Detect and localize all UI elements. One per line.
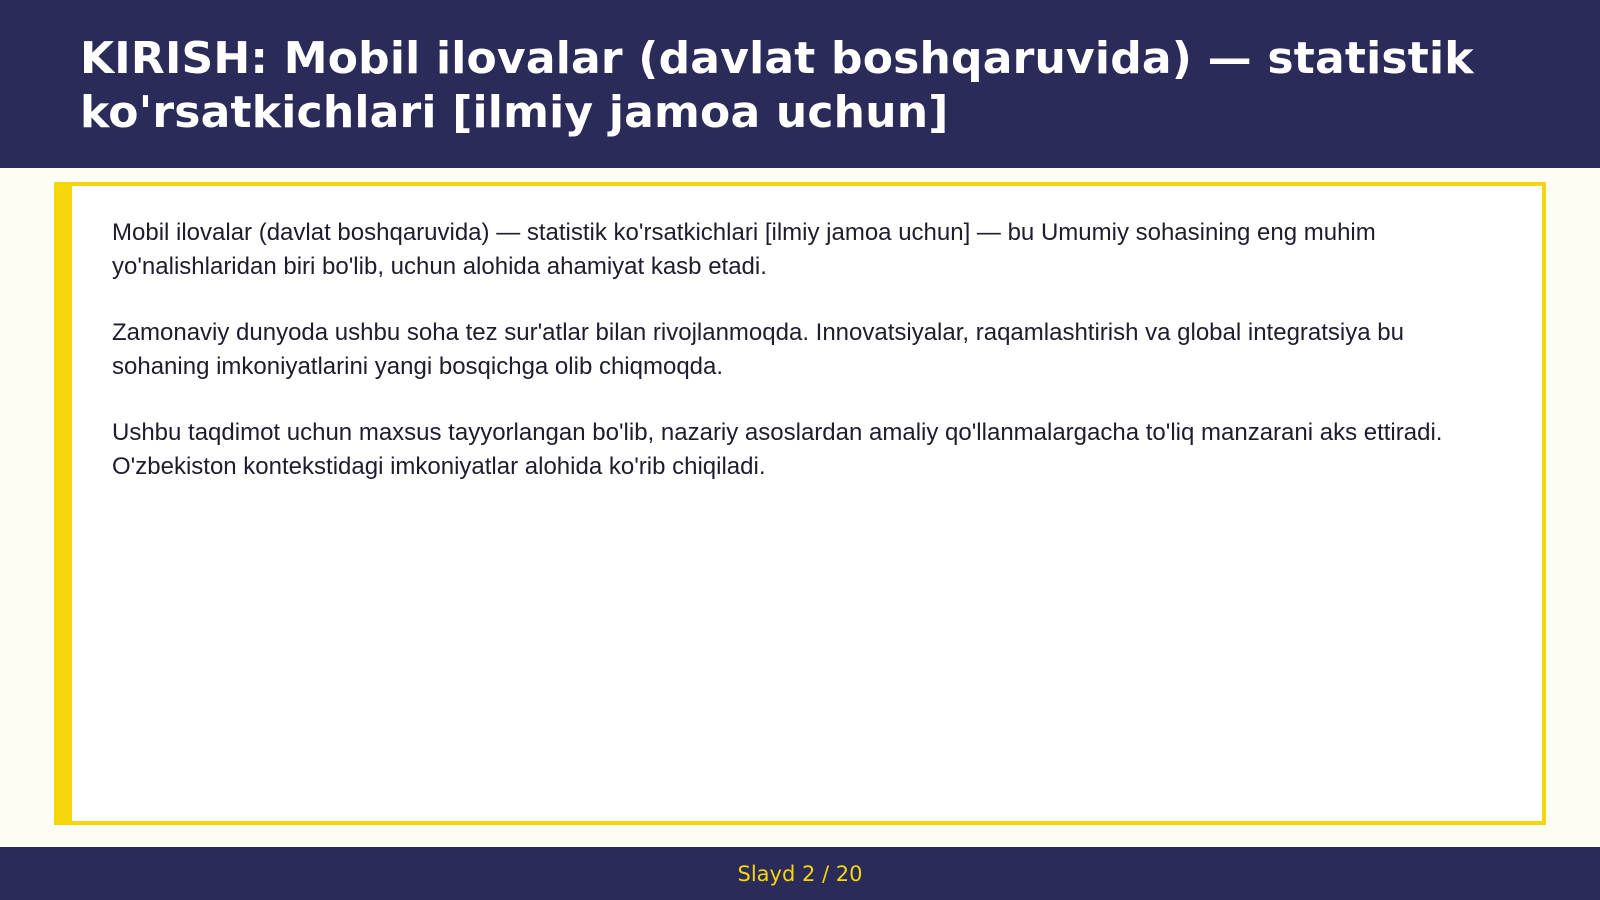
- slide-header: [0, 0, 1600, 168]
- content-card: [54, 182, 1546, 825]
- intro-paragraph: Mobil ilovalar (davlat boshqaruvida) — statistik ko'rsatkichlari [ilmiy jamoa uchun] — bu Umumiy sohasining eng muhim yo'nalishlaridan biri bo'lib, uchun alohida ahamiyat kasb etadi.: [112, 219, 1376, 280]
- slide-counter: Slayd 2 / 20: [737, 861, 863, 886]
- slide-title: KIRISH: Mobil ilovalar (davlat boshqaruvida) — statistik ko'rsatkichlari [ilmiy jamoa uchun]: [80, 33, 1474, 138]
- slide-footer: [0, 847, 1600, 900]
- presentation-purpose-paragraph: Ushbu taqdimot uchun maxsus tayyorlangan bo'lib, nazariy asoslardan amaliy qo'llanmalargacha to'liq manzarani aks ettiradi. O'zbekiston kontekstidagi imkoniyatlar alohida ko'rib chiqiladi.: [112, 419, 1443, 480]
- modern-world-paragraph: Zamonaviy dunyoda ushbu soha tez sur'atlar bilan rivojlanmoqda. Innovatsiyalar, raqamlashtirish va global integratsiya bu sohaning imkoniyatlarini yangi bosqichga olib chiqmoqda.: [112, 319, 1404, 380]
